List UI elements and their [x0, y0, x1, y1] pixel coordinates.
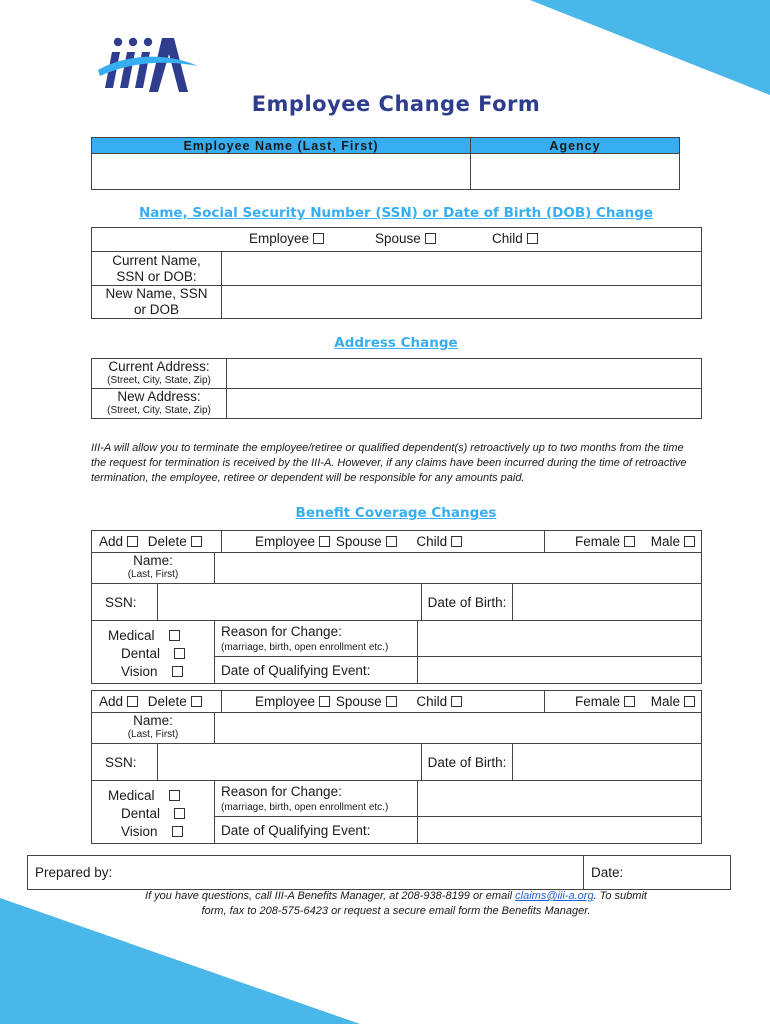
qualifying-field[interactable]: [418, 817, 702, 844]
dental-checkbox[interactable]: [174, 808, 185, 819]
employee-checkbox[interactable]: [313, 233, 324, 244]
benefit-section-title: Benefit Coverage Changes: [295, 505, 497, 521]
reason-label: Reason for Change: (marriage, birth, open enrollment etc.): [215, 621, 418, 657]
benefit-block-1-top: [91, 530, 702, 553]
reason-field[interactable]: [418, 621, 702, 657]
male-checkbox[interactable]: [684, 696, 695, 707]
female-checkbox[interactable]: [624, 696, 635, 707]
vision-checkbox[interactable]: [172, 826, 183, 837]
prepared-by-label: Prepared by:: [35, 865, 113, 880]
name-label: Name: (Last, First): [92, 713, 215, 744]
benefit-block-2: [91, 690, 702, 847]
benefit-block-2-coverage: [91, 780, 702, 844]
termination-note: III-A will allow you to terminate the employee/retiree or qualified dependent(s) retroactively up to two months from the time the request for termination is received by the III-A. However, if any claims have been incurred during the time of retroactive termination, the employee, retiree or dependent will be responsible for any amounts paid.: [91, 442, 687, 484]
gender-cell: Female Male: [545, 531, 702, 553]
footer-note: If you have questions, call III-A Benefits Manager, at 208-938-8199 or email claims@iii-a.org. To submit form, fax to 208-575-6423 or request a secure email form the Benefits Manager.: [145, 890, 647, 917]
new-address-field[interactable]: [227, 389, 702, 419]
ssn-field[interactable]: [158, 744, 422, 781]
new-name-field[interactable]: [222, 286, 702, 319]
coverage-cell: Medical Dental Vision: [92, 781, 215, 844]
dob-field[interactable]: [513, 584, 702, 621]
dental-checkbox[interactable]: [174, 648, 185, 659]
iiia-logo: [96, 36, 200, 96]
agency-field[interactable]: [471, 154, 680, 190]
employee-checkbox[interactable]: [319, 536, 330, 547]
benefit-block-1-name: [91, 552, 702, 584]
benefit-block-2-top: [91, 690, 702, 713]
spouse-checkbox[interactable]: [386, 696, 397, 707]
spouse-option[interactable]: Spouse: [375, 231, 436, 246]
name-field[interactable]: [215, 713, 702, 744]
male-checkbox[interactable]: [684, 536, 695, 547]
new-name-label: New Name, SSN or DOB: [92, 286, 222, 319]
spouse-checkbox[interactable]: [425, 233, 436, 244]
date-label: Date:: [591, 865, 624, 880]
gender-cell: Female Male: [545, 691, 702, 713]
spouse-checkbox[interactable]: [386, 536, 397, 547]
child-option[interactable]: Child: [492, 231, 538, 246]
relation-cell: Employee Spouse Child: [222, 691, 545, 713]
qualifying-field[interactable]: [418, 657, 702, 684]
add-checkbox[interactable]: [127, 536, 138, 547]
child-checkbox[interactable]: [451, 696, 462, 707]
medical-checkbox[interactable]: [169, 790, 180, 801]
address-table: [91, 358, 702, 419]
reason-field[interactable]: [418, 781, 702, 817]
benefit-block-2-ssn: [91, 743, 702, 781]
female-checkbox[interactable]: [624, 536, 635, 547]
date-field[interactable]: [584, 856, 731, 890]
add-delete-cell: Add Delete: [92, 691, 222, 713]
benefit-block-1-coverage: [91, 620, 702, 684]
qualifying-label: Date of Qualifying Event:: [215, 657, 418, 684]
child-checkbox[interactable]: [527, 233, 538, 244]
ssn-label: SSN:: [92, 584, 158, 621]
add-checkbox[interactable]: [127, 696, 138, 707]
prepared-by-field[interactable]: [28, 856, 584, 890]
dob-label: Date of Birth:: [422, 584, 513, 621]
name-field[interactable]: [215, 553, 702, 584]
name-ssn-dob-section-title: Name, Social Security Number (SSN) or Date of Birth (DOB) Change: [138, 205, 654, 221]
email-link[interactable]: claims@iii-a.org: [515, 890, 594, 902]
form-title: Employee Change Form: [251, 92, 541, 116]
dob-field[interactable]: [513, 744, 702, 781]
dob-label: Date of Birth:: [422, 744, 513, 781]
employee-option[interactable]: Employee: [249, 231, 324, 246]
ssn-label: SSN:: [92, 744, 158, 781]
name-label: Name: (Last, First): [92, 553, 215, 584]
employee-name-header: Employee Name (Last, First): [92, 138, 471, 154]
child-checkbox[interactable]: [451, 536, 462, 547]
employee-agency-table: [91, 137, 680, 190]
prepared-by-table: [27, 855, 731, 890]
relation-cell: Employee Spouse Child: [222, 531, 545, 553]
employee-name-field[interactable]: [92, 154, 471, 190]
current-name-label: Current Name, SSN or DOB:: [92, 252, 222, 286]
employee-checkbox[interactable]: [319, 696, 330, 707]
current-address-label: Current Address: (Street, City, State, Zip): [92, 359, 227, 389]
vision-checkbox[interactable]: [172, 666, 183, 677]
benefit-block-2-name: [91, 712, 702, 744]
qualifying-label: Date of Qualifying Event:: [215, 817, 418, 844]
benefit-block-1: [91, 530, 702, 687]
agency-header: Agency: [471, 138, 680, 154]
coverage-cell: Medical Dental Vision: [92, 621, 215, 684]
name-change-table: [91, 227, 702, 319]
new-address-label: New Address: (Street, City, State, Zip): [92, 389, 227, 419]
delete-checkbox[interactable]: [191, 536, 202, 547]
benefit-block-1-ssn: [91, 583, 702, 621]
relation-row: [92, 228, 702, 252]
current-name-field[interactable]: [222, 252, 702, 286]
address-section-title: Address Change: [334, 335, 458, 351]
medical-checkbox[interactable]: [169, 630, 180, 641]
ssn-field[interactable]: [158, 584, 422, 621]
add-delete-cell: Add Delete: [92, 531, 222, 553]
reason-label: Reason for Change: (marriage, birth, open enrollment etc.): [215, 781, 418, 817]
current-address-field[interactable]: [227, 359, 702, 389]
delete-checkbox[interactable]: [191, 696, 202, 707]
